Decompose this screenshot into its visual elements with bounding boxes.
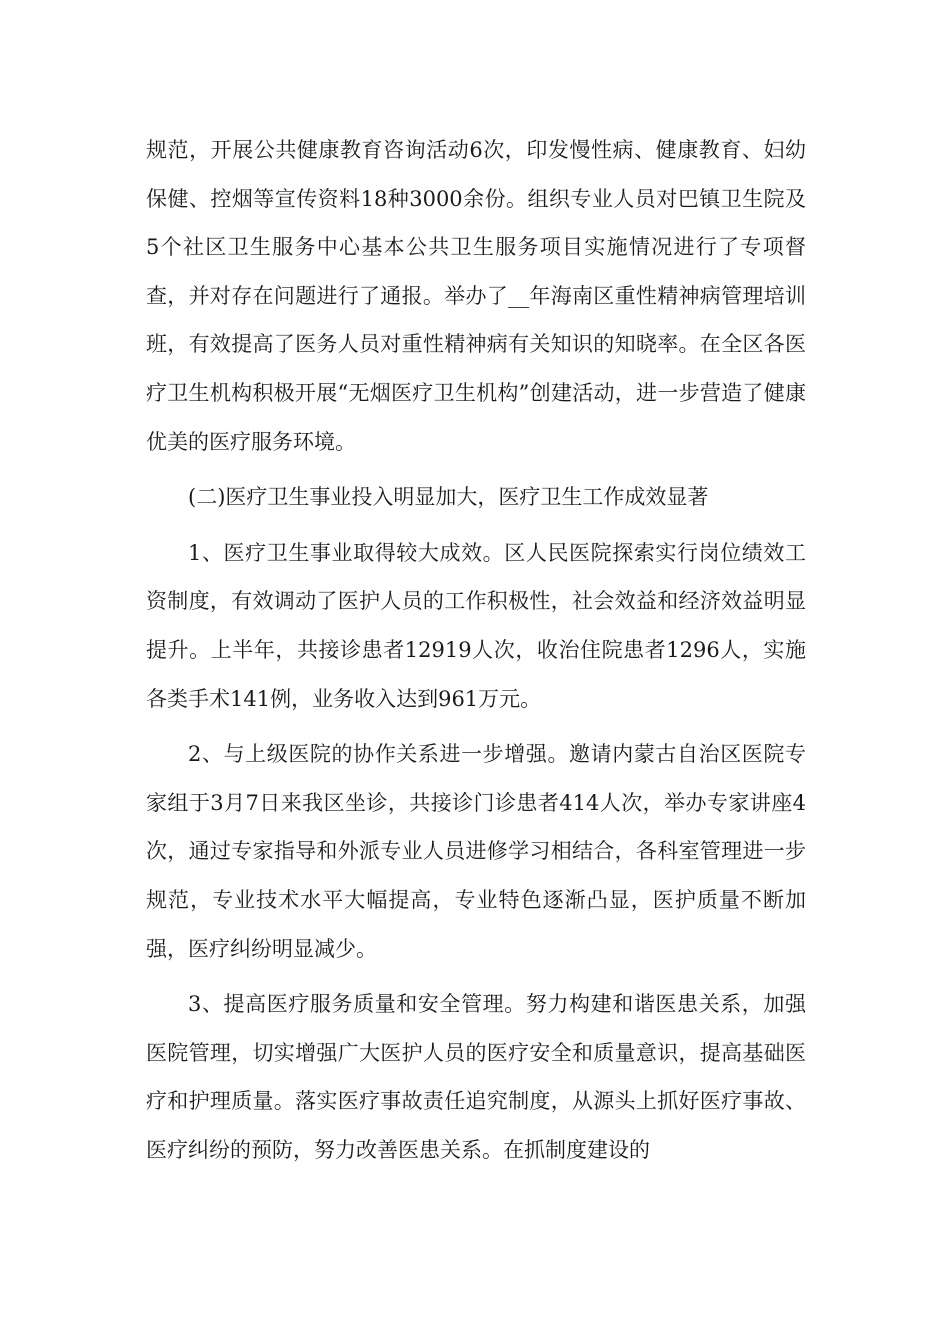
paragraph-gap xyxy=(146,723,806,730)
paragraph-public-health-education: 规范，开展公共健康教育咨询活动6次，印发慢性病、健康教育、妇幼保健、控烟等宣传资料18种3000余份。组织专业人员对巴镇卫生院及5个社区卫生服务中心基本公共卫生服务项目实施情况进行了专项督查，并对存在问题进行了通报。举办了__年海南区重性精神病管理培训班，有效提高了医务人员对重性精神病有关知识的知晓率。在全区各医疗卫生机构积极开展“无烟医疗卫生机构”创建活动，进一步营造了健康优美的医疗服务环境。 xyxy=(146,138,806,454)
section-heading: (二)医疗卫生事业投入明显加大，医疗卫生工作成效显著 xyxy=(188,485,709,510)
paragraph-gap xyxy=(146,522,806,529)
paragraph-item-2: 2、与上级医院的协作关系进一步增强。邀请内蒙古自治区医院专家组于3月7日来我区坐诊，共接诊门诊患者414人次，举办专家讲座4次，通过专家指导和外派专业人员进修学习相结合，各科室管理进一步规范，专业技术水平大幅提高，专业特色逐渐凸显，医护质量不断加强，医疗纠纷明显减少。 xyxy=(146,742,806,961)
paragraph-item-1: 1、医疗卫生事业取得较大成效。区人民医院探索实行岗位绩效工资制度，有效调动了医护人员的工作积极性，社会效益和经济效益明显提升。上半年，共接诊患者12919人次，收治住院患者1296人，实施各类手术141例，业务收入达到961万元。 xyxy=(146,540,806,711)
paragraph-gap xyxy=(146,466,806,473)
document-body xyxy=(146,126,806,1174)
paragraph-item-3: 3、提高医疗服务质量和安全管理。努力构建和谐医患关系，加强医院管理，切实增强广大医护人员的医疗安全和质量意识，提高基础医疗和护理质量。落实医疗事故责任追究制度，从源头上抓好医疗事故、医疗纠纷的预防，努力改善医患关系。在抓制度建设的 xyxy=(146,992,806,1162)
paragraph-gap xyxy=(146,973,806,980)
